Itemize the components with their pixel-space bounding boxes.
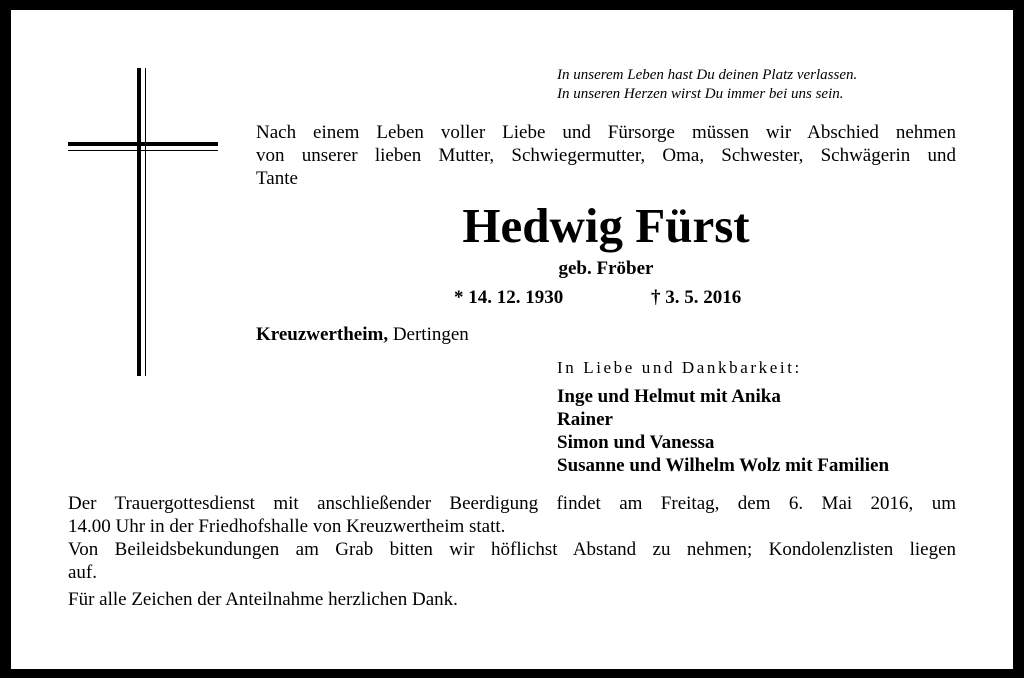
death-date: † 3. 5. 2016 [651,287,742,308]
service-line: 14.00 Uhr in der Friedhofshalle von Kreuzwertheim statt. [68,516,506,537]
residence-town: Kreuzwertheim, [256,324,389,345]
obituary-notice [11,10,1013,669]
mourners-list [557,385,889,477]
cross-horizontal-line [68,150,218,151]
mourners-heading: In Liebe und Dankbarkeit: [557,358,802,377]
service-line: Der Trauergottesdienst mit anschließender Beerdigung findet am Freitag, dem 6. Mai 2016, um [68,493,956,514]
maiden-name: geb. Fröber [558,258,654,279]
mourner-name: Simon und Vanessa [557,432,715,453]
intro-line: Tante [256,168,298,189]
motto-verse [557,66,857,104]
motto-line: In unserem Leben hast Du deinen Platz verlassen. [557,67,858,83]
service-info [68,492,956,515]
cross-horizontal-bar [68,142,218,146]
birth-date: * 14. 12. 1930 [454,287,564,308]
intro-line: von unserer lieben Mutter, Schwiegermutter, Oma, Schwester, Schwägerin und [256,145,956,166]
residence [256,324,469,346]
closing-thanks: Für alle Zeichen der Anteilnahme herzlichen Dank. [68,589,458,610]
condolence-line: auf. [68,562,98,583]
condolence-line: Von Beileidsbekundungen am Grab bitten wir höflichst Abstand zu nehmen; Kondolenzlisten liegen [68,539,956,560]
intro-line: Nach einem Leben voller Liebe und Fürsorge müssen wir Abschied nehmen [256,122,956,143]
deceased-name: Hedwig Fürst [462,198,750,253]
mourner-name: Inge und Helmut mit Anika [557,386,781,407]
condolence-info [68,538,956,561]
mourner-name: Susanne und Wilhelm Wolz mit Familien [557,455,890,476]
mourner-name: Rainer [557,409,613,430]
motto-line: In unseren Herzen wirst Du immer bei uns sein. [557,86,844,102]
intro-text [256,121,956,167]
residence-district: Dertingen [392,324,469,345]
